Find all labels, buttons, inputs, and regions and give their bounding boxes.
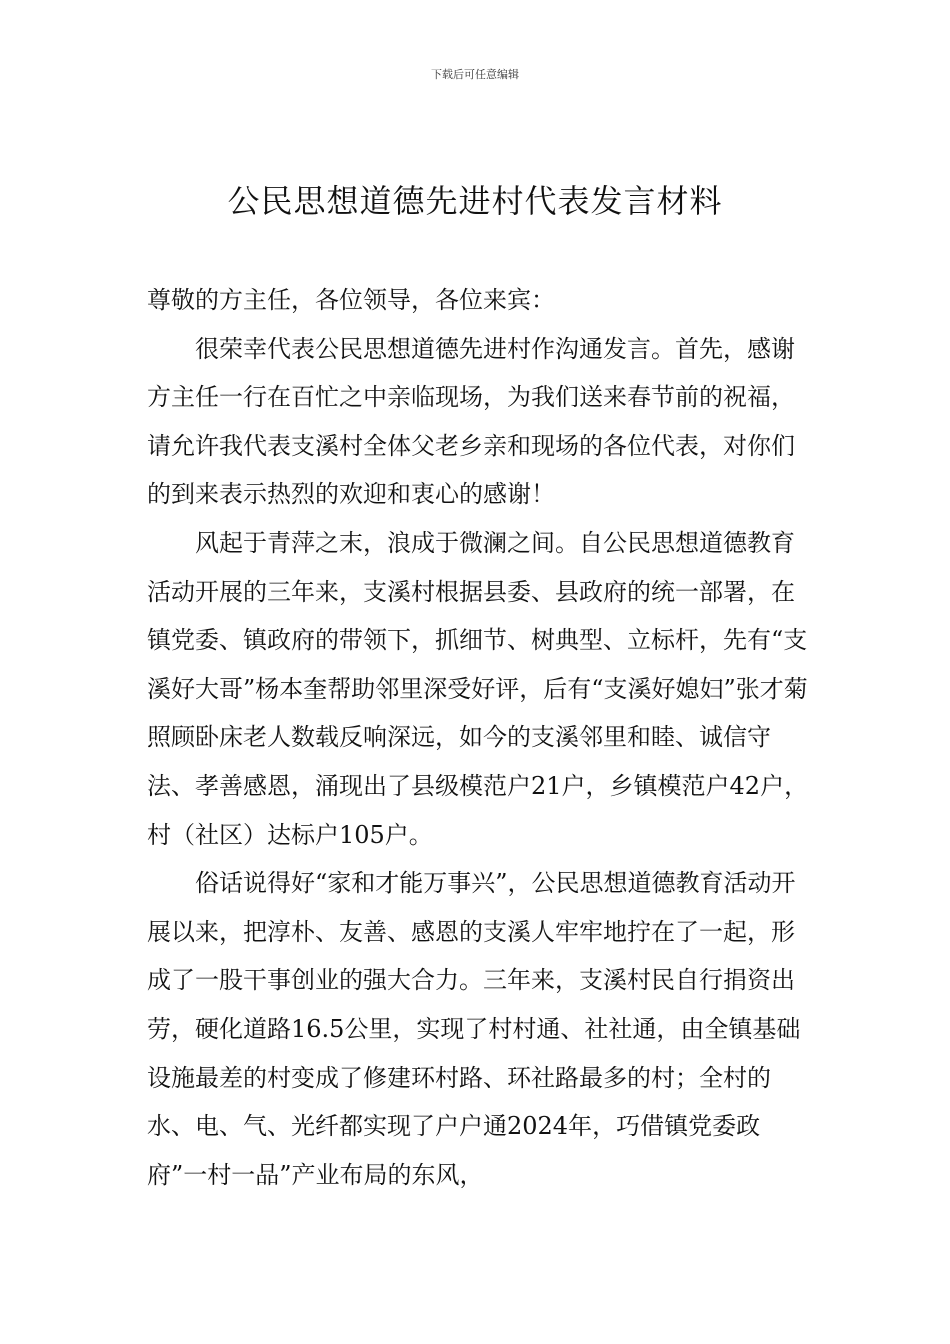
paragraph: 俗话说得好“家和才能万事兴”，公民思想道德教育活动开展以来，把淳朴、友善、感恩的支溪人牢牢地拧在了一起，形成了一股干事创业的强大合力。三年来，支溪村民自行捐资出劳，硬化道路16.5公里，实现了村村通、社社通，由全镇基础设施最差的村变成了修建环村路、环社路最多的村；全村的水、电、气、光纤都实现了户户通2024年，巧借镇党委政府”一村一品”产业布局的东风， [147,869,801,1189]
document-body [147,276,817,1199]
document-title: 公民思想道德先进村代表发言材料 [227,182,723,220]
paragraph: 很荣幸代表公民思想道德先进村作沟通发言。首先，感谢方主任一行在百忙之中亲临现场，为我们送来春节前的祝福，请允许我代表支溪村全体父老乡亲和现场的各位代表，对你们的到来表示热烈的欢迎和衷心的感谢！ [147,334,795,509]
greeting-line: 尊敬的方主任，各位领导，各位来宾： [147,286,555,314]
paragraph: 风起于青萍之末，浪成于微澜之间。自公民思想道德教育活动开展的三年来，支溪村根据县委、县政府的统一部署，在镇党委、镇政府的带领下，抓细节、树典型、立标杆，先有“支溪好大哥”杨本奎帮助邻里深受好评，后有“支溪好媳妇”张才菊照顾卧床老人数载反响深远，如今的支溪邻里和睦、诚信守法、孝善感恩，涌现出了县级模范户21户，乡镇模范户42户，村（社区）达标户105户。 [147,528,809,849]
header-note: 下载后可任意编辑 [431,68,519,81]
